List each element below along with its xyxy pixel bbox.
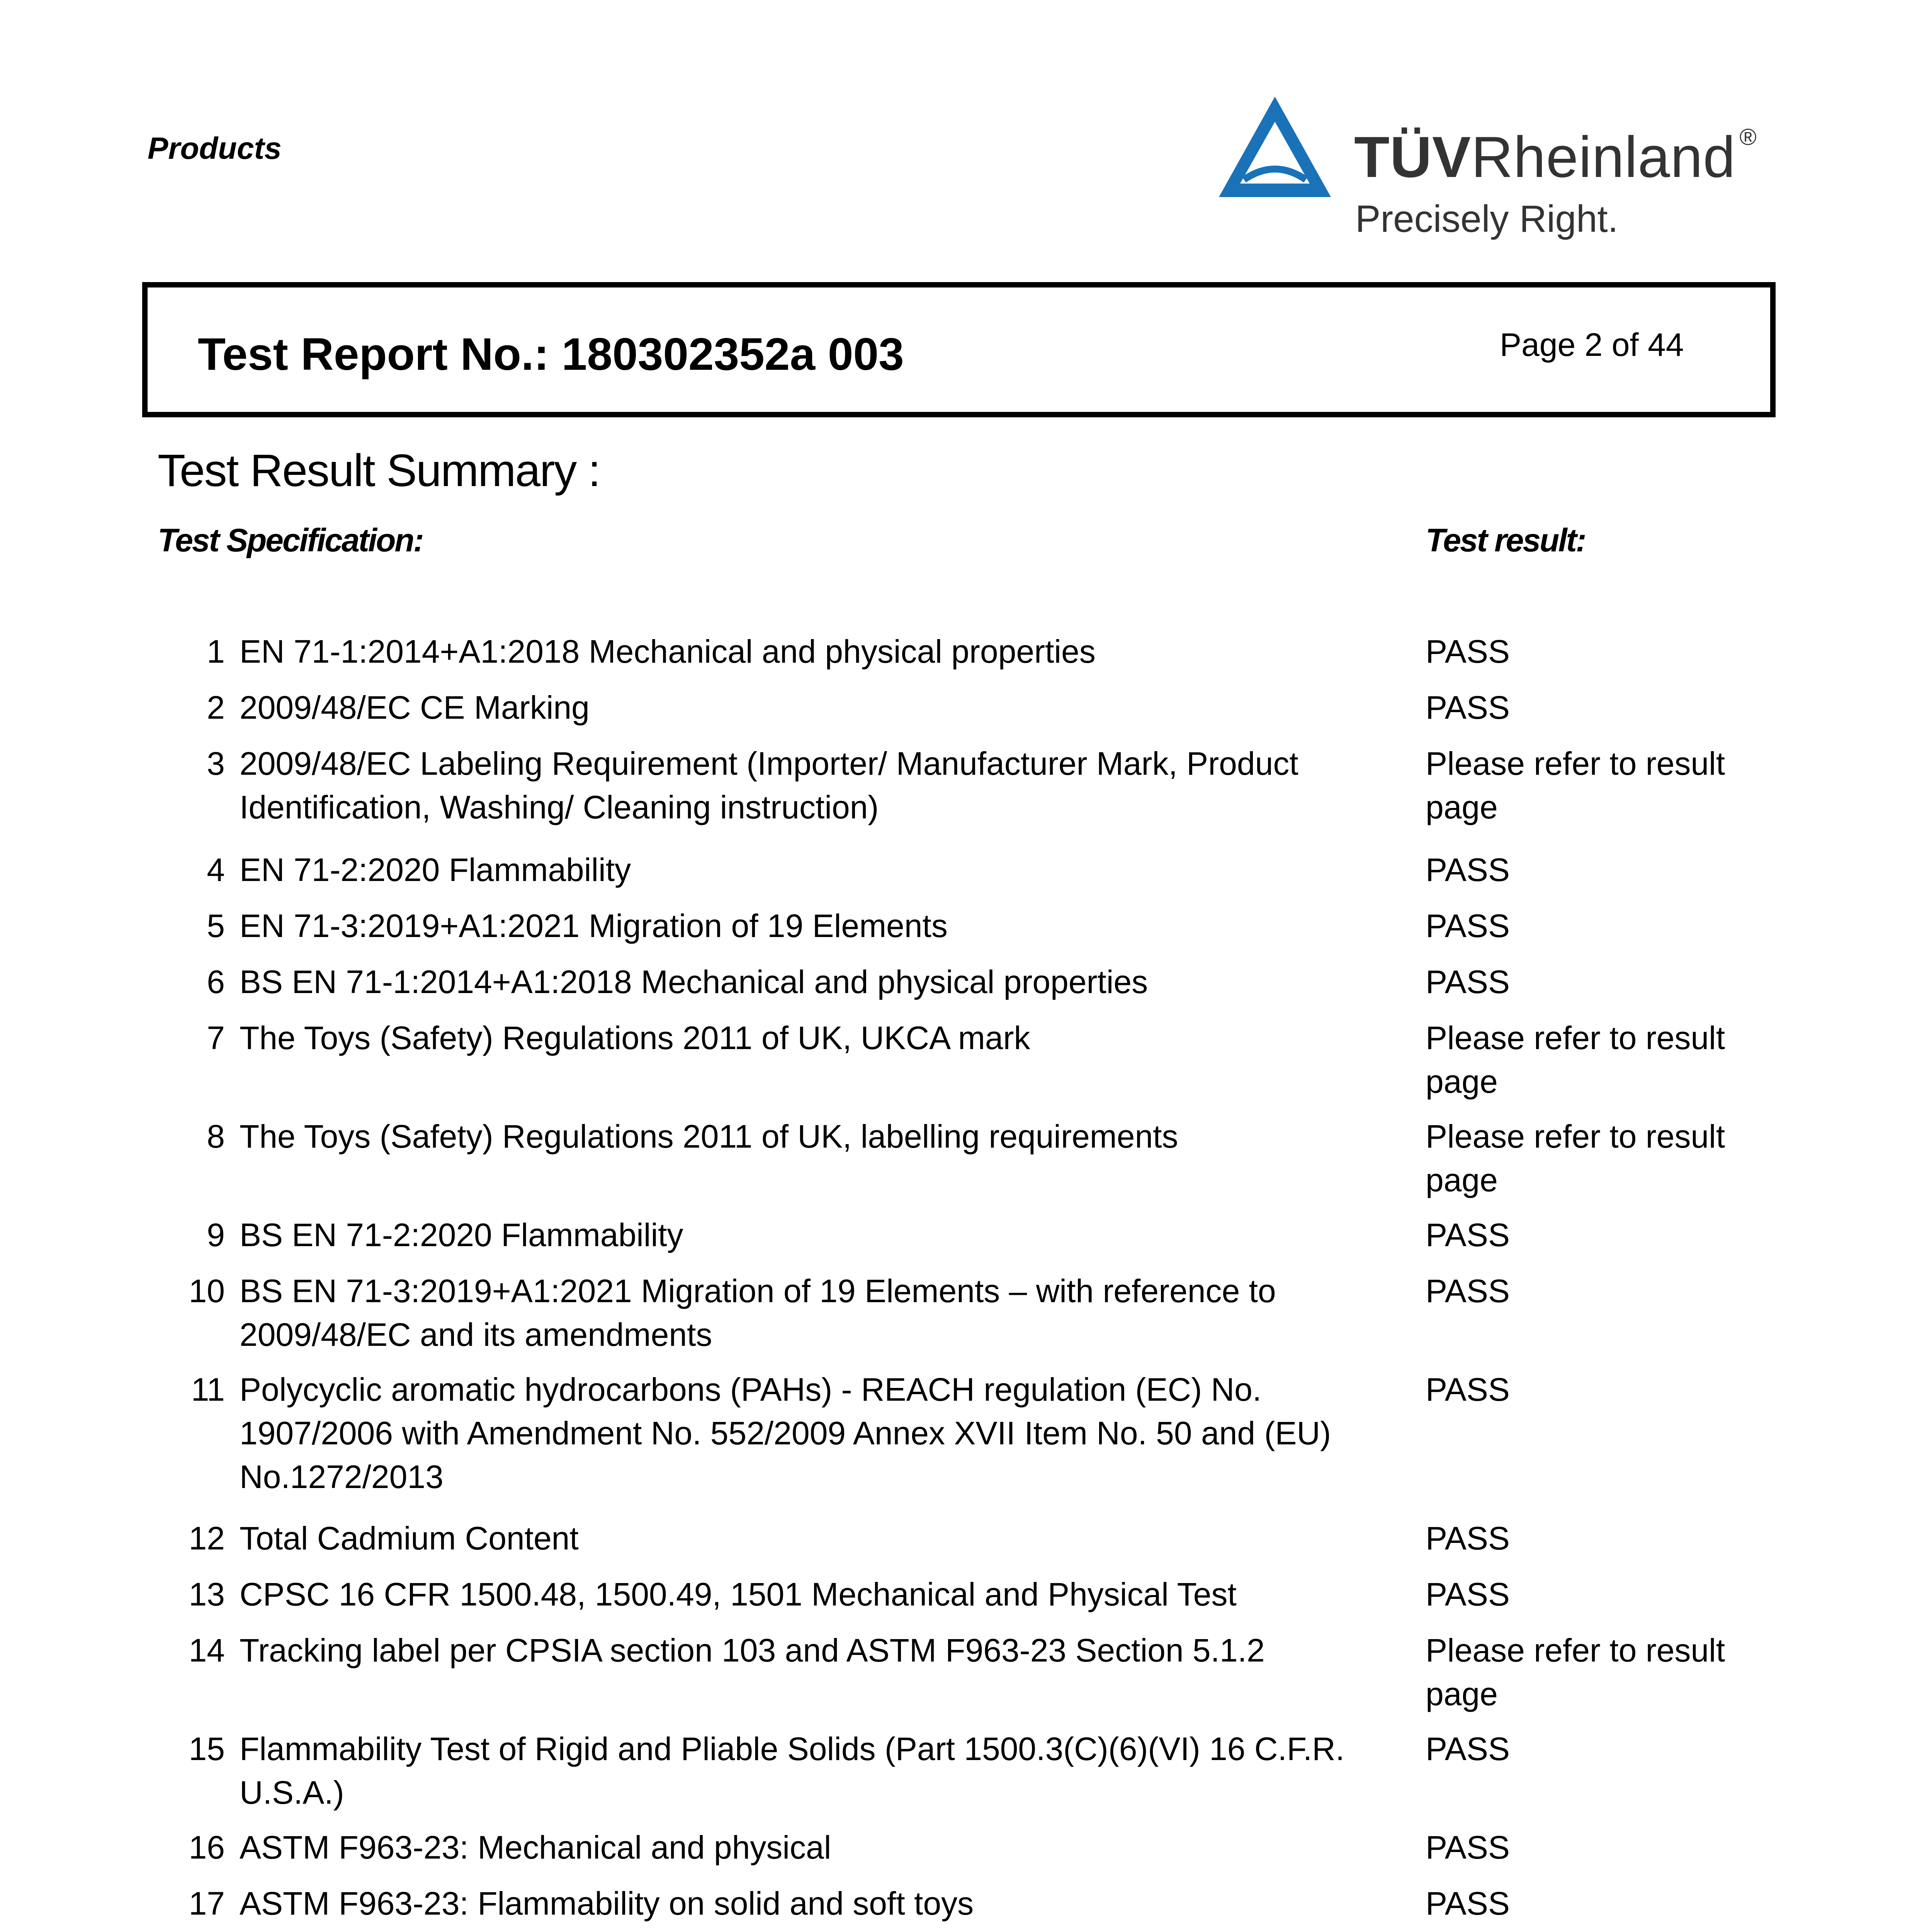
row-result: Please refer to result page — [1426, 1632, 1725, 1712]
page-number: Page 2 of 44 — [1500, 327, 1684, 363]
row-number: 11 — [191, 1371, 225, 1408]
row-specification: EN 71-1:2014+A1:2018 Mechanical and physical properties — [240, 633, 1096, 670]
row-result: PASS — [1426, 1829, 1510, 1866]
row-specification: ASTM F963-23: Flammability on solid and soft toys — [240, 1885, 974, 1922]
row-number: 17 — [189, 1885, 225, 1922]
report-number-title: Test Report No.: 180302352a 003 — [198, 329, 904, 380]
row-specification: BS EN 71-1:2014+A1:2018 Mechanical and physical properties — [240, 964, 1148, 1000]
logo-brand: TÜVRheinland ® — [1354, 124, 1757, 189]
row-result: PASS — [1426, 1731, 1510, 1767]
row-number: 15 — [189, 1731, 225, 1767]
column-header-specification: Test Specification: — [158, 522, 423, 558]
header-section-label: Products — [148, 131, 282, 165]
row-specification: The Toys (Safety) Regulations 2011 of UK, UKCA mark — [240, 1020, 1030, 1056]
row-number: 4 — [207, 852, 225, 888]
row-result: PASS — [1426, 1273, 1510, 1309]
row-number: 5 — [207, 908, 225, 944]
row-result: Please refer to result page — [1426, 1118, 1725, 1198]
row-specification: Polycyclic aromatic hydrocarbons (PAHs) - REACH regulation (EC) No. 1907/2006 with Amendment No. 552/2009 Annex XVII Item No. 50 and (EU) No.1272/2013 — [240, 1371, 1331, 1495]
row-specification: EN 71-2:2020 Flammability — [240, 852, 631, 888]
row-number: 8 — [207, 1118, 225, 1155]
column-header-result: Test result: — [1426, 522, 1586, 558]
row-number: 9 — [207, 1217, 225, 1253]
row-result: PASS — [1426, 1217, 1510, 1253]
row-result: PASS — [1426, 852, 1510, 888]
row-specification: CPSC 16 CFR 1500.48, 1500.49, 1501 Mechanical and Physical Test — [240, 1576, 1237, 1612]
row-result: PASS — [1426, 964, 1510, 1000]
row-result: Please refer to result page — [1426, 745, 1725, 825]
row-specification: Flammability Test of Rigid and Pliable Solids (Part 1500.3(C)(6)(VI) 16 C.F.R. U.S.A.) — [240, 1731, 1345, 1811]
row-specification: 2009/48/EC Labeling Requirement (Importer/ Manufacturer Mark, Product Identification, Washing/ Cleaning instruction) — [240, 745, 1298, 825]
row-number: 14 — [189, 1632, 225, 1668]
row-number: 3 — [207, 745, 225, 782]
row-specification: Total Cadmium Content — [240, 1520, 579, 1556]
row-specification: BS EN 71-3:2019+A1:2021 Migration of 19 Elements – with reference to 2009/48/EC and its amendments — [240, 1273, 1276, 1353]
row-number: 13 — [189, 1576, 225, 1612]
row-result: PASS — [1426, 1520, 1510, 1556]
row-result: PASS — [1426, 908, 1510, 944]
row-specification: BS EN 71-2:2020 Flammability — [240, 1217, 683, 1253]
logo-tagline: Precisely Right. — [1355, 197, 1618, 240]
row-number: 1 — [207, 633, 225, 670]
row-specification: ASTM F963-23: Mechanical and physical — [240, 1829, 831, 1866]
row-result: PASS — [1426, 689, 1510, 726]
row-number: 7 — [207, 1020, 225, 1056]
row-specification: Tracking label per CPSIA section 103 and ASTM F963-23 Section 5.1.2 — [240, 1632, 1265, 1668]
row-specification: The Toys (Safety) Regulations 2011 of UK, labelling requirements — [240, 1118, 1178, 1155]
summary-title: Test Result Summary : — [158, 445, 600, 496]
row-number: 2 — [207, 689, 225, 726]
row-result: PASS — [1426, 633, 1510, 670]
row-specification: 2009/48/EC CE Marking — [240, 689, 590, 726]
row-result: PASS — [1426, 1885, 1510, 1922]
row-number: 6 — [207, 964, 225, 1000]
row-number: 16 — [189, 1829, 225, 1866]
row-number: 10 — [189, 1273, 225, 1309]
row-number: 12 — [189, 1520, 225, 1556]
row-result: PASS — [1426, 1371, 1510, 1408]
row-specification: EN 71-3:2019+A1:2021 Migration of 19 Elements — [240, 908, 948, 944]
row-result: Please refer to result page — [1426, 1020, 1725, 1100]
row-result: PASS — [1426, 1576, 1510, 1612]
